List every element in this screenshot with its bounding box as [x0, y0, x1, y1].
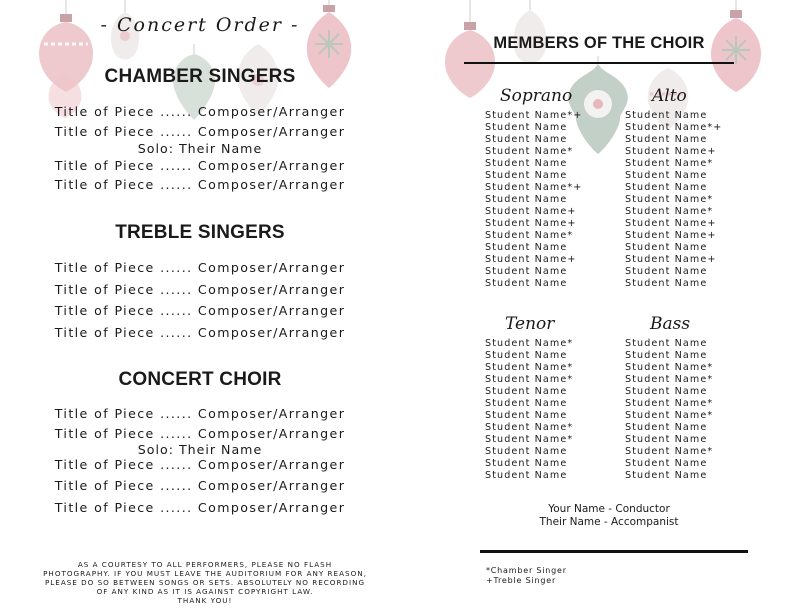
list-item: Student Name+: [625, 230, 717, 241]
solo-line: Solo: Their Name: [137, 141, 263, 156]
footer-divider: [480, 550, 748, 553]
list-item: Student Name*+: [625, 122, 723, 133]
list-item: Student Name*: [625, 410, 714, 421]
solo-line: Solo: Their Name: [137, 442, 263, 457]
list-item: Student Name: [485, 470, 568, 481]
program-line: Title of Piece ...... Composer/Arranger: [54, 325, 346, 340]
list-item: Student Name: [625, 242, 708, 253]
list-item: Student Name: [485, 386, 568, 397]
legend: [486, 566, 567, 586]
notice-line: OF ANY KIND AS IT IS AGAINST COPYRIGHT LAW.: [96, 587, 314, 596]
program-line: Title of Piece ...... Composer/Arranger: [54, 177, 346, 192]
list-item: Student Name+: [485, 254, 577, 265]
list-item: Student Name: [485, 194, 568, 205]
list-item: Student Name: [485, 266, 568, 277]
list-item: Student Name*: [485, 434, 574, 445]
section-title-concert-choir: CONCERT CHOIR: [118, 369, 282, 390]
program-line: Title of Piece ...... Composer/Arranger: [54, 282, 346, 297]
list-item: Student Name: [485, 278, 568, 289]
section-title-chamber-singers: CHAMBER SINGERS: [104, 66, 296, 87]
list-item: Student Name: [485, 158, 568, 169]
list-item: Student Name: [625, 470, 708, 481]
voice-label-tenor: Tenor: [505, 314, 555, 334]
bass-list: [625, 338, 713, 482]
title-underline: [464, 62, 734, 64]
list-item: Student Name: [625, 422, 708, 433]
accompanist-credit: Their Name - Accompanist: [539, 516, 679, 528]
list-item: Student Name: [485, 170, 568, 181]
list-item: Student Name: [485, 242, 568, 253]
list-item: Student Name: [625, 134, 708, 145]
program-line: Title of Piece ...... Composer/Arranger: [54, 406, 346, 421]
list-item: Student Name*: [485, 230, 574, 241]
list-item: Student Name: [485, 446, 568, 457]
list-item: Student Name: [625, 350, 708, 361]
list-item: Student Name*: [485, 422, 574, 433]
legend-chamber-singer: *Chamber Singer: [486, 566, 567, 575]
conductor-credit: Your Name - Conductor: [548, 503, 670, 515]
program-line: Title of Piece ...... Composer/Arranger: [54, 457, 346, 472]
voice-label-soprano: Soprano: [500, 86, 573, 106]
list-item: Student Name: [625, 182, 708, 193]
list-item: Student Name*: [485, 146, 574, 157]
list-item: Student Name+: [625, 218, 717, 229]
notice-line: PHOTOGRAPHY. IF YOU MUST LEAVE THE AUDITORIUM FOR ANY REASON,: [43, 569, 367, 578]
voice-label-alto: Alto: [652, 86, 687, 106]
program-line: Title of Piece ...... Composer/Arranger: [54, 478, 346, 493]
list-item: Student Name: [485, 350, 568, 361]
courtesy-notice: [20, 560, 390, 605]
list-item: Student Name*: [625, 446, 714, 457]
notice-line: THANK YOU!: [177, 596, 233, 605]
program-line: Title of Piece ...... Composer/Arranger: [54, 124, 346, 139]
list-item: Student Name*+: [485, 182, 583, 193]
program-line: Title of Piece ...... Composer/Arranger: [54, 303, 346, 318]
list-item: Student Name: [625, 458, 708, 469]
program-line: Title of Piece ...... Composer/Arranger: [54, 260, 346, 275]
notice-line: PLEASE DO SO BETWEEN SONGS OR SETS. ABSOLUTELY NO RECORDING: [44, 578, 366, 587]
alto-list: [625, 110, 722, 290]
list-item: Student Name: [625, 434, 708, 445]
list-item: Student Name*: [625, 194, 714, 205]
list-item: Student Name: [485, 398, 568, 409]
program-line: Title of Piece ...... Composer/Arranger: [54, 158, 346, 173]
voice-label-bass: Bass: [650, 314, 691, 334]
list-item: Student Name*: [625, 374, 714, 385]
list-item: Student Name: [485, 122, 568, 133]
list-item: Student Name+: [625, 146, 717, 157]
list-item: Student Name: [625, 266, 708, 277]
list-item: Student Name*: [625, 398, 714, 409]
program-line: Title of Piece ...... Composer/Arranger: [54, 426, 346, 441]
list-item: Student Name*: [485, 374, 574, 385]
list-item: Student Name*: [625, 206, 714, 217]
concert-order-header: - Concert Order -: [100, 14, 300, 36]
list-item: Student Name: [485, 458, 568, 469]
list-item: Student Name*: [485, 362, 574, 373]
list-item: Student Name: [485, 410, 568, 421]
tenor-list: [485, 338, 573, 482]
list-item: Student Name: [625, 278, 708, 289]
list-item: Student Name: [485, 134, 568, 145]
list-item: Student Name+: [485, 206, 577, 217]
list-item: Student Name+: [625, 254, 717, 265]
choir-members-title: MEMBERS OF THE CHOIR: [493, 34, 705, 52]
list-item: Student Name: [625, 386, 708, 397]
soprano-list: [485, 110, 582, 290]
program-line: Title of Piece ...... Composer/Arranger: [54, 104, 346, 119]
section-title-treble-singers: TREBLE SINGERS: [115, 222, 285, 243]
list-item: Student Name: [625, 170, 708, 181]
legend-treble-singer: +Treble Singer: [486, 576, 557, 585]
list-item: Student Name: [625, 338, 708, 349]
notice-line: AS A COURTESY TO ALL PERFORMERS, PLEASE NO FLASH: [77, 560, 333, 569]
list-item: Student Name*+: [485, 110, 583, 121]
list-item: Student Name: [625, 110, 708, 121]
program-line: Title of Piece ...... Composer/Arranger: [54, 500, 346, 515]
list-item: Student Name*: [625, 362, 714, 373]
list-item: Student Name+: [485, 218, 577, 229]
list-item: Student Name*: [485, 338, 574, 349]
list-item: Student Name*: [625, 158, 714, 169]
